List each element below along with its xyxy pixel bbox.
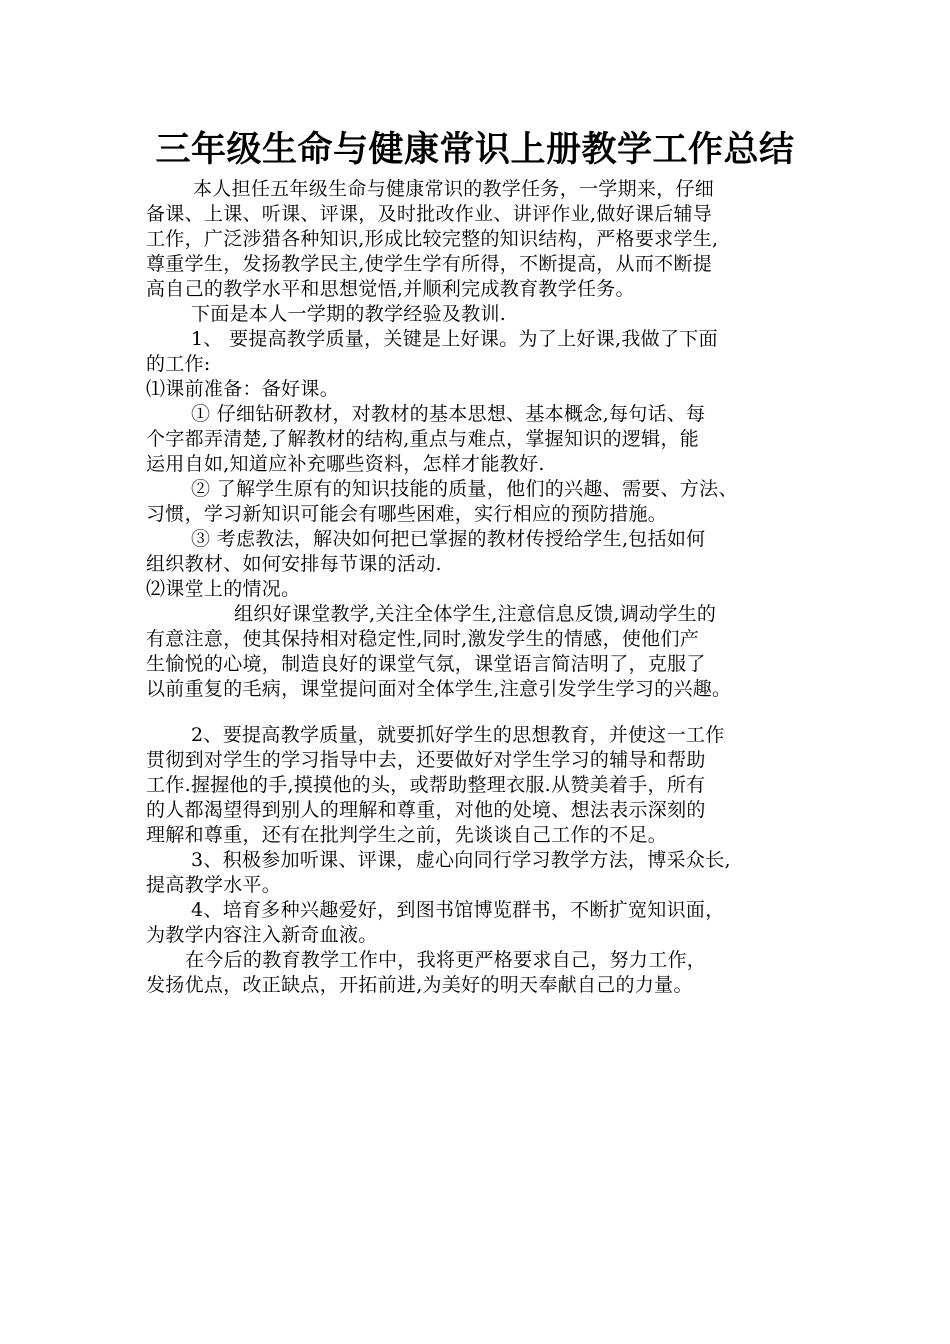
paragraph-line: 个字都弄清楚,了解教材的结构,重点与难点，掌握知识的逻辑，能 bbox=[146, 428, 700, 450]
paragraph-line: 发扬优点，改正缺点，开拓前进,为美好的明天奉献自己的力量。 bbox=[146, 974, 693, 996]
paragraph-line: 的人都渴望得到别人的理解和尊重，对他的处境、想法表示深刻的 bbox=[146, 799, 706, 821]
paragraph-line: 1、 要提高教学质量，关键是上好课。为了上好课,我做了下面 bbox=[191, 328, 718, 350]
paragraph-line: 4、培育多种兴趣爱好，到图书馆博览群书，不断扩宽知识面， bbox=[191, 899, 725, 921]
paragraph-line: 为教学内容注入新奇血液。 bbox=[146, 924, 378, 946]
paragraph-line: 工作.握握他的手,摸摸他的头，或帮助整理衣服.从赞美着手，所有 bbox=[146, 774, 706, 796]
paragraph-line: 备课、上课、听课、评课，及时批改作业、讲评作业,做好课后辅导 bbox=[146, 203, 713, 225]
paragraph-line: ① 仔细钻研教材，对教材的基本思想、基本概念,每句话、每 bbox=[191, 403, 706, 425]
paragraph-line: ② 了解学生原有的知识技能的质量，他们的兴趣、需要、方法、 bbox=[191, 478, 738, 500]
paragraph-line: 有意注意，使其保持相对稳定性,同时,激发学生的情感，使他们产 bbox=[146, 628, 700, 650]
paragraph-line: 在今后的教育教学工作中，我将更严格要求自己，努力工作， bbox=[185, 949, 707, 971]
paragraph-line: 以前重复的毛病，课堂提问面对全体学生,注意引发学生学习的兴趣。 bbox=[146, 678, 732, 700]
paragraph-line: 高自己的教学水平和思想觉悟,并顺利完成教育教学任务。 bbox=[146, 278, 635, 300]
paragraph-line: 下面是本人一学期的教学经验及教训. bbox=[191, 303, 507, 325]
paragraph-line: 本人担任五年级生命与健康常识的教学任务，一学期来，仔细 bbox=[193, 178, 715, 200]
paragraph-line: ⑴课前准备：备好课。 bbox=[146, 378, 340, 400]
paragraph-line: 提高教学水平。 bbox=[146, 874, 282, 896]
paragraph-line: ③ 考虑教法，解决如何把已掌握的教材传授给学生,包括如何 bbox=[191, 528, 706, 550]
paragraph-line: 的工作: bbox=[146, 353, 211, 375]
paragraph-line: ⑵课堂上的情况。 bbox=[146, 578, 301, 600]
paragraph-line: 2、要提高教学质量，就要抓好学生的思想教育，并使这一工作 bbox=[191, 724, 725, 746]
document-title: 三年级生命与健康常识上册教学工作总结 bbox=[155, 130, 795, 170]
paragraph-line: 贯彻到对学生的学习指导中去，还要做好对学生学习的辅导和帮助 bbox=[146, 749, 706, 771]
paragraph-line: 组织好课堂教学,关注全体学生,注意信息反馈,调动学生的 bbox=[234, 603, 717, 625]
paragraph-line: 3、积极参加听课、评课，虚心向同行学习教学方法，博采众长, bbox=[191, 849, 731, 871]
paragraph-line: 理解和尊重，还有在批判学生之前，先谈谈自己工作的不足。 bbox=[146, 824, 668, 846]
paragraph-line: 工作，广泛涉猎各种知识,形成比较完整的知识结构，严格要求学生, bbox=[146, 228, 719, 250]
paragraph-line: 组织教材、如何安排每节课的活动. bbox=[146, 553, 442, 575]
paragraph-line: 尊重学生，发扬教学民主,使学生学有所得，不断提高，从而不断提 bbox=[146, 253, 713, 275]
paragraph-line: 习惯，学习新知识可能会有哪些困难，实行相应的预防措施。 bbox=[146, 503, 668, 525]
paragraph-line: 运用自如,知道应补充哪些资料，怎样才能教好. bbox=[146, 453, 545, 475]
paragraph-line: 生愉悦的心境，制造良好的课堂气氛，课堂语言简洁明了，克服了 bbox=[146, 653, 706, 675]
